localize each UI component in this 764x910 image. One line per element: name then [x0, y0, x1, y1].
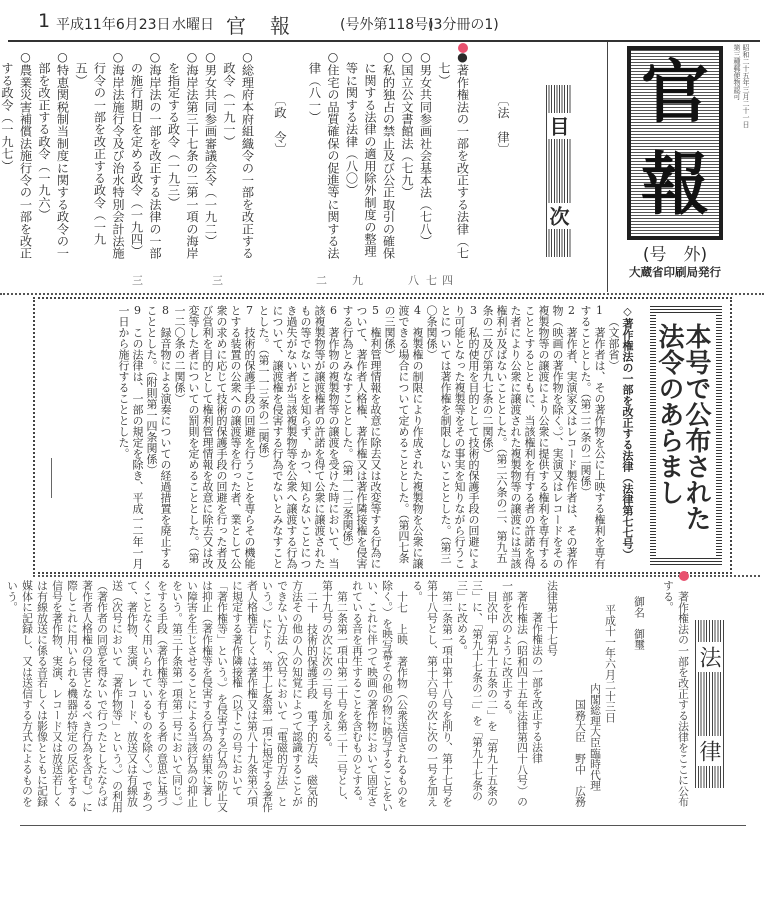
toc-heading-laws: 〔法 律〕 [496, 94, 510, 155]
toc-page-ref: 八 [408, 274, 419, 287]
section-divider [33, 575, 760, 577]
page-number: 1 [38, 10, 51, 32]
toc-page-ref: 七 [426, 274, 437, 287]
law-paragraph: 目次中「第九十五条の二」を「第九十五条の三」に、「第九十七条の二」を「第九十七条の三」に改める。 [456, 580, 499, 807]
summary-law-title: ◇著作権法の一部を改正する法律（法律第七七号） [621, 305, 634, 560]
law-number: 法律第七十七号 [546, 580, 559, 656]
toc-item: ○海岸法施行令及び治水特別会計法施行令の一部を改正する政令（一九五） [74, 50, 125, 260]
registration-line: 昭和二十五年三月二十一日 [742, 44, 750, 128]
law-paragraph: 著作権法（昭和四十五年法律第四十八号）の一部を次のように改正する。 [501, 580, 529, 807]
toc-page-ref: 九 [352, 274, 363, 287]
law-banner [695, 620, 725, 788]
table-of-contents [0, 50, 512, 262]
toc-page-ref: 三 [132, 274, 143, 287]
toc-item: ●著作権法の一部を改正する法律（七七） [437, 50, 470, 260]
toc-banner-char: 次 [547, 203, 571, 229]
toc-item: ○総理府本府組織令の一部を改正する政令（一九一） [222, 50, 255, 260]
promulgation-date: 平成十一年六月二十三日 [604, 603, 617, 723]
toc-divider [607, 42, 608, 292]
section-divider [0, 293, 764, 295]
toc-page-ref: 二 [316, 274, 327, 287]
issue-date: 平成11年6月23日 [56, 17, 171, 33]
toc-heading-orders: 〔政 令〕 [273, 94, 287, 155]
summary-title-panel [650, 305, 722, 565]
summary-end-rule [51, 458, 52, 498]
summary-item: 7 技術的保護手段の回避を行うことを専らその機能とする装置の公衆への譲渡等を行った者、業として公衆の求めに応じて技術的保護手段の回避を行った者及び営利を目的として権利管理情報を故意に除去又は改変等した者についての罰則を定めることとした。（第一二〇条の二関係） [173, 305, 256, 569]
law-paragraph: 二十 技術的保護手段 電子的方法、磁気的方法その他の人の知覚によつて認識することができない方法（次号において「電磁的方法」という。）により、第十七条第一項に規定する著作者人格権若しくは著作権又は第八十九条第六項に規定する著作隣接権（以下この号において「著作権等」という。）を侵害する行為の防止又は抑止（著作権等を侵害する行為の結果に著しい障害を生じさせることによる当該行為の抑止をいう。第三十条第一項第二号において同じ。）をする手段（著作権等を有する者の意思に基づくことなく用いられているものを除く。）であつて、著作物、実演、レコード、放送又は有線放送（次号において「著作物等」という。）の利用（著作者の同意を得ないで行つたとしたならば著作者人格権の侵害となるべき行為を含む。）に際しこれに用いられる機器が特定の反応をする信号を著作物、実演、レコード又は放送若しくは有線放送に係る音若しくは影像とともに記録媒体に記録し、又は送信する方式によるものをいう。 [6, 580, 319, 813]
toc-item: ○住宅の品質確保の促進等に関する法律（八一） [307, 50, 340, 260]
imperial-seal: 御名 御璽 [633, 596, 646, 651]
gazette-title-2: 報 [270, 14, 290, 38]
law-text [6, 580, 691, 816]
toc-item: ○私的独占の禁止及び公正取引の確保に関する法律の適用除外制度の整理等に関する法律（八〇） [344, 50, 396, 260]
law-title: 著作権法の一部を改正する法律 [531, 612, 544, 764]
toc-item: ○特恵関税制当制度に関する政令の一部を改正する政令（一九六） [37, 50, 70, 260]
summary-item: 6 著作物の複製物等の譲渡を受けた時において、当該複製物等が譲渡権者の許諾を得て公衆に譲渡されたもの等でないことを知らず、かつ、知らないことにつき過失がない者が当該複製物等を公衆へ譲渡する行為について、譲渡権を侵害する行為でないとみなすこととした。（第一一三条の二関係） [257, 305, 340, 569]
toc-page-ref: 四 [442, 274, 453, 287]
toc-item: ○男女共同参画審議会令（一九二） [203, 50, 218, 247]
header-rule [8, 40, 760, 42]
toc-item: ○国立公文書館法（七九） [400, 50, 414, 199]
masthead-publisher: 大蔵省印刷局発行 [629, 265, 721, 279]
toc-item: ○海岸法の一部を改正する法律の一部の施行期日を定める政令（一九四） [129, 50, 162, 260]
masthead-char-1: 官 [640, 54, 709, 133]
toc-banner-char: 目 [547, 113, 571, 139]
postal-registration [732, 44, 750, 144]
promulgation-statement: 著作権法の一部を改正する法律をここに公布する。 [662, 580, 690, 807]
law-paragraph: 第二条第一項中第二十号を第二十二号とし、第十九号の次に次の二号を加える。 [321, 580, 349, 807]
masthead-edition: (号 外) [642, 245, 708, 265]
summary-item: 9 この法律は、一部の規定を除き、平成一二年一月一日から施行することとした。 [117, 305, 144, 569]
toc-item: ○男女共同参画社会基本法（七八） [418, 50, 433, 247]
toc-item: ○農業災害補償法施行令の一部を改正する政令（一九七） [0, 50, 33, 260]
toc-page-ref: 三 [212, 274, 223, 287]
summary-item: 2 著作者、実演家又はレコード製作者は、その著作物（映画の著作物を除く。）、実演又はレコードをその複製物等の譲渡により公衆に提供する権利を専有することとするとともに、当該権利を有する者の許諾を得た者により公衆に譲渡された複製物等の譲渡には当該権利が及ばないこととした。（第二六条の二、第九五条の二及び第九七条の二関係） [481, 305, 578, 569]
summary-text [40, 305, 634, 570]
toc-item: ○海岸法第三十七条の二第一項の海岸を指定する政令（一九三） [166, 50, 199, 260]
summary-item: 1 著作者は、その著作物を公に上映する権利を専有することとした。（第二二条の二関係） [579, 305, 606, 569]
registration-line: 第三種郵便物認可 [733, 44, 741, 100]
law-paragraph: 第二条第一項中第十八号を削り、第十七号を第十八号とし、第十六号の次に次の一号を加える。 [411, 580, 454, 807]
law-banner-char: 律 [697, 736, 723, 766]
toc-banner [546, 85, 572, 257]
summary-title-line: 法令のあらまし [654, 323, 684, 505]
acting-prime-minister: 内閣総理大臣臨時代理 [589, 682, 602, 791]
volume-number: (3分冊の1) [428, 17, 499, 33]
masthead-logo [627, 46, 723, 240]
summary-item: 3 私的使用を目的として技術的保護手段の回避により可能となった複製等をその事実を知りながら行うことについては著作権を制限しないこととした。（第三〇条関係） [425, 305, 480, 569]
masthead-char-2: 報 [640, 146, 709, 225]
summary-title-line: 本号で公布された [681, 323, 711, 531]
summary-ministry: （文部省） [607, 316, 620, 371]
law-banner-char: 法 [697, 642, 723, 672]
summary-item: 5 権利管理情報を故意に除去又は改変等する行為について、著作者人格権、著作権又は著作隣接権を侵害する行為とみなすこととした。（第一一三条関係） [341, 305, 382, 569]
law-paragraph: 十七 上映 著作物（公衆送信されるものを除く。）を映写幕その他の物に映写することをいい、これに伴つて映画の著作物において固定されている音を再生することを含むものとする。 [351, 580, 409, 813]
summary-item: 8 録音物による演奏についての経過措置を廃止することとした。（附則第一四条関係） [145, 305, 172, 569]
page-bottom-rule [20, 825, 746, 826]
summary-item: 4 複製権の制限により作成された複製物を公衆に譲渡できる場合について定めることとした。（第四七条の三関係） [383, 305, 424, 569]
weekday: 水曜日 [172, 17, 214, 33]
minister-signature: 国務大臣 野中 広務 [574, 698, 587, 807]
issue-number: (号外第118号) [340, 17, 434, 33]
gazette-title-1: 官 [226, 14, 246, 38]
